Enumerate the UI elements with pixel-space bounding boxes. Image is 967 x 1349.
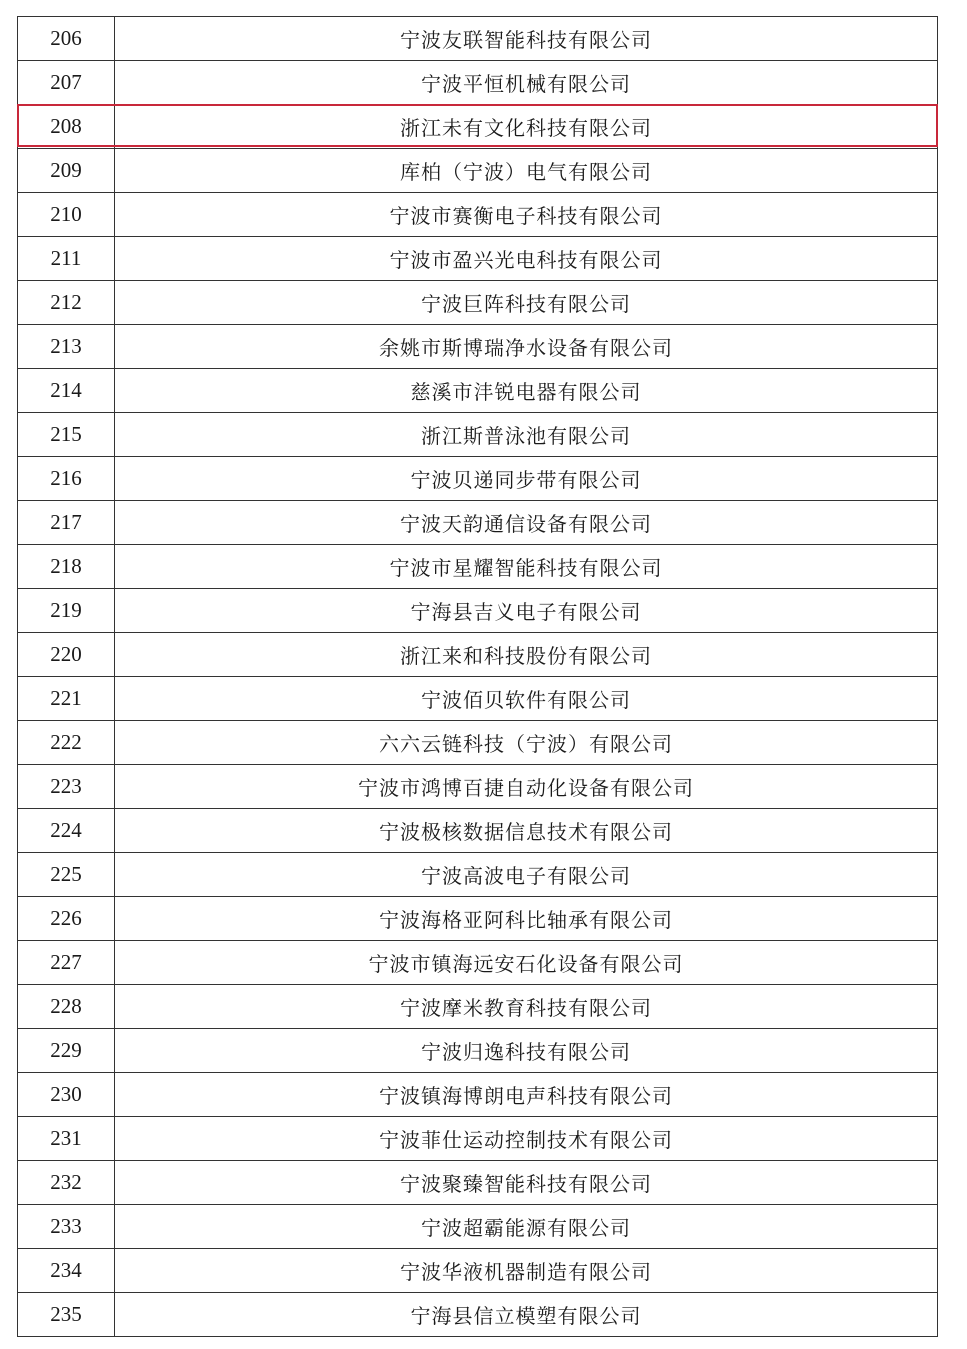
row-number: 219 [18, 589, 115, 633]
table-row [18, 413, 938, 457]
table-row-highlighted [18, 105, 938, 149]
company-name: 余姚市斯博瑞净水设备有限公司 [115, 325, 938, 369]
row-number: 232 [18, 1161, 115, 1205]
row-number: 234 [18, 1249, 115, 1293]
table-row [18, 193, 938, 237]
row-number: 212 [18, 281, 115, 325]
table-row [18, 1205, 938, 1249]
company-name: 宁波高波电子有限公司 [115, 853, 938, 897]
row-number: 220 [18, 633, 115, 677]
company-name: 宁波市星耀智能科技有限公司 [115, 545, 938, 589]
row-number: 230 [18, 1073, 115, 1117]
row-number: 228 [18, 985, 115, 1029]
row-number: 217 [18, 501, 115, 545]
row-number: 207 [18, 61, 115, 105]
table-row [18, 457, 938, 501]
company-name: 宁波超霸能源有限公司 [115, 1205, 938, 1249]
table-row [18, 985, 938, 1029]
company-name: 宁波市镇海远安石化设备有限公司 [115, 941, 938, 985]
table-row [18, 1293, 938, 1337]
row-number: 216 [18, 457, 115, 501]
company-name: 宁波市鸿博百捷自动化设备有限公司 [115, 765, 938, 809]
table-row [18, 897, 938, 941]
table-row [18, 17, 938, 61]
company-name: 宁波归逸科技有限公司 [115, 1029, 938, 1073]
company-name: 宁波佰贝软件有限公司 [115, 677, 938, 721]
row-number: 223 [18, 765, 115, 809]
row-number: 214 [18, 369, 115, 413]
table-row [18, 721, 938, 765]
table-row [18, 501, 938, 545]
row-number: 211 [18, 237, 115, 281]
row-number: 231 [18, 1117, 115, 1161]
company-name: 宁波摩米教育科技有限公司 [115, 985, 938, 1029]
table-row [18, 1029, 938, 1073]
table-row [18, 677, 938, 721]
table-row [18, 149, 938, 193]
row-number: 235 [18, 1293, 115, 1337]
table-row [18, 545, 938, 589]
company-name: 浙江斯普泳池有限公司 [115, 413, 938, 457]
company-table-body [18, 17, 938, 1337]
row-number: 221 [18, 677, 115, 721]
company-name: 浙江来和科技股份有限公司 [115, 633, 938, 677]
company-name: 宁波聚臻智能科技有限公司 [115, 1161, 938, 1205]
row-number: 222 [18, 721, 115, 765]
company-name: 浙江未有文化科技有限公司 [115, 105, 938, 149]
table-row [18, 61, 938, 105]
company-name: 宁波市盈兴光电科技有限公司 [115, 237, 938, 281]
company-list-sheet [17, 16, 938, 1337]
company-name: 宁海县信立模塑有限公司 [115, 1293, 938, 1337]
company-name: 宁波平恒机械有限公司 [115, 61, 938, 105]
table-row [18, 325, 938, 369]
company-name: 六六云链科技（宁波）有限公司 [115, 721, 938, 765]
table-row [18, 765, 938, 809]
row-number: 227 [18, 941, 115, 985]
table-row [18, 1073, 938, 1117]
row-number: 229 [18, 1029, 115, 1073]
company-name: 宁波海格亚阿科比轴承有限公司 [115, 897, 938, 941]
row-number: 209 [18, 149, 115, 193]
company-name: 宁波菲仕运动控制技术有限公司 [115, 1117, 938, 1161]
row-number: 233 [18, 1205, 115, 1249]
company-name: 慈溪市沣锐电器有限公司 [115, 369, 938, 413]
table-row [18, 1161, 938, 1205]
row-number: 225 [18, 853, 115, 897]
table-row [18, 853, 938, 897]
table-row [18, 941, 938, 985]
company-name: 宁海县吉义电子有限公司 [115, 589, 938, 633]
company-name: 宁波友联智能科技有限公司 [115, 17, 938, 61]
company-name: 宁波镇海博朗电声科技有限公司 [115, 1073, 938, 1117]
table-row [18, 281, 938, 325]
table-row [18, 633, 938, 677]
row-number: 224 [18, 809, 115, 853]
company-name: 宁波市赛衡电子科技有限公司 [115, 193, 938, 237]
company-name: 宁波华液机器制造有限公司 [115, 1249, 938, 1293]
row-number: 210 [18, 193, 115, 237]
table-row [18, 1117, 938, 1161]
company-name: 宁波巨阵科技有限公司 [115, 281, 938, 325]
table-row [18, 589, 938, 633]
company-name: 宁波极核数据信息技术有限公司 [115, 809, 938, 853]
row-number: 213 [18, 325, 115, 369]
company-name: 宁波贝递同步带有限公司 [115, 457, 938, 501]
row-number: 218 [18, 545, 115, 589]
row-number: 206 [18, 17, 115, 61]
row-number: 208 [18, 105, 115, 149]
table-row [18, 369, 938, 413]
company-table [17, 16, 938, 1337]
company-name: 库柏（宁波）电气有限公司 [115, 149, 938, 193]
table-row [18, 809, 938, 853]
company-name: 宁波天韵通信设备有限公司 [115, 501, 938, 545]
row-number: 215 [18, 413, 115, 457]
table-row [18, 237, 938, 281]
table-row [18, 1249, 938, 1293]
row-number: 226 [18, 897, 115, 941]
